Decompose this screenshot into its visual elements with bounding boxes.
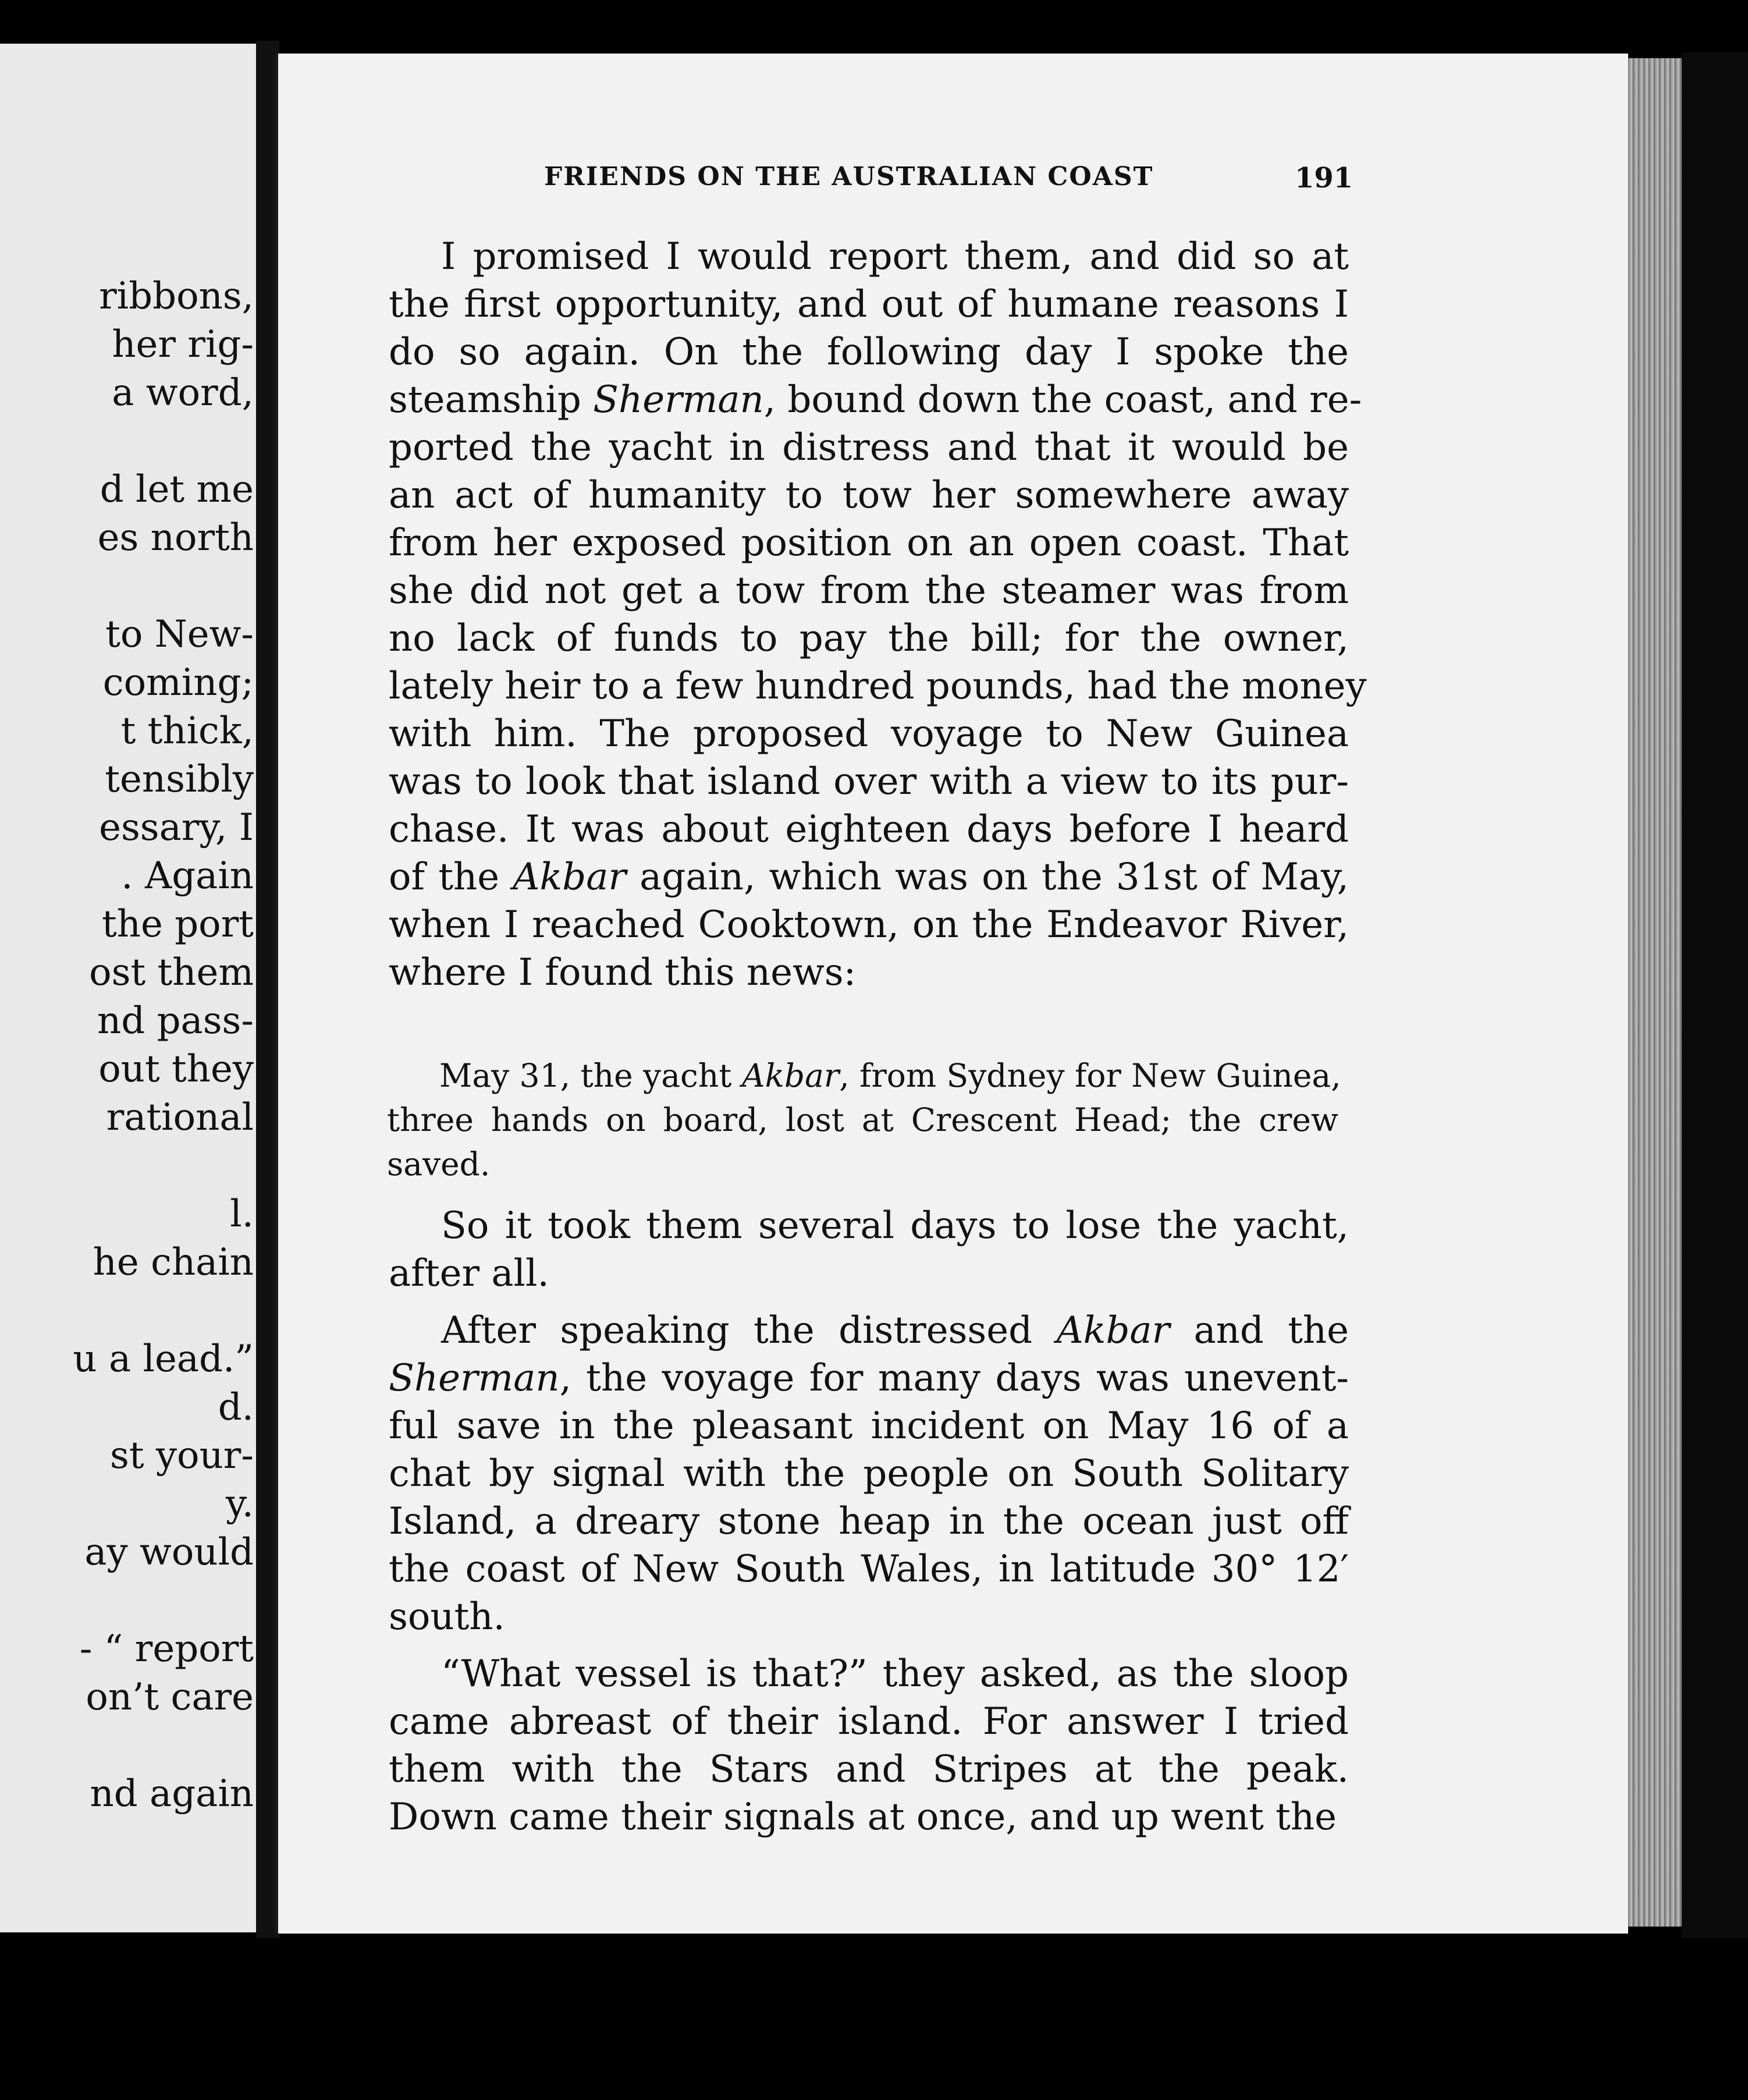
paragraph-2-line: So it took them several days to lose the yacht, [441,1204,1349,1247]
left-page-line: st your- [109,1434,254,1477]
paragraph-3-line: Sherman, the voyage for many days was unevent- [389,1357,1349,1400]
left-page-line: - “ report [79,1627,254,1670]
paragraph-2 [389,1202,1349,1297]
paragraph-1 [389,233,1367,996]
paragraph-1-line: she did not get a tow from the steamer was from [389,569,1349,612]
paragraph-1-line: lately heir to a few hundred pounds, had the money [389,665,1367,708]
paragraph-1-line: chase. It was about eighteen days before I heard [389,808,1349,851]
paragraph-1-line: do so again. On the following day I spoke the [389,331,1349,374]
page-number: 191 [1295,162,1353,194]
paragraph-1-line: was to look that island over with a view to its pur- [389,760,1349,803]
left-page-line: . Again [121,854,254,898]
left-page-line: y. [226,1482,254,1526]
paragraph-1-line: ported the yacht in distress and that it would be [389,426,1349,469]
quote-line: three hands on board, lost at Crescent Head; the crew [387,1101,1338,1138]
edge-shadow [1682,52,1748,1938]
left-page-line [0,1287,254,1335]
left-page-line: ribbons, [99,275,254,318]
left-page-line: on’t care [86,1676,254,1719]
left-page-line: to New- [105,613,254,656]
paragraph-1-line: an act of humanity to tow her somewhere away [389,474,1349,517]
paragraph-1-line: no lack of funds to pay the bill; for the owner, [389,617,1349,660]
paragraph-1-line: when I reached Cooktown, on the Endeavor River, [389,903,1349,946]
left-page-line: rational [106,1096,254,1139]
left-page-line: out they [98,1048,254,1091]
left-page-line: ay would [84,1531,254,1574]
paragraph-4-line: came abreast of their island. For answer I tried [389,1700,1349,1743]
left-page-line: coming; [102,661,254,704]
left-page-line [0,1722,254,1770]
paragraph-4 [389,1650,1349,1841]
left-page-line: he chain [93,1241,254,1284]
left-page-line: her rig- [112,323,254,366]
paragraph-4-line: “What vessel is that?” they asked, as the sloop [441,1652,1349,1695]
left-page-line: the port [102,903,254,946]
left-page-line: essary, I [99,806,254,849]
left-page-line: ost them [89,951,254,994]
left-page-line: u a lead.” [73,1338,254,1381]
quote-line: May 31, the yacht Akbar, from Sydney for New Guinea, [439,1057,1341,1094]
paragraph-1-line: of the Akbar again, which was on the 31st of May, [389,856,1349,899]
left-page-line: a word, [112,371,254,414]
left-page-line: d. [218,1386,254,1429]
paragraph-1-line: where I found this news: [389,951,857,994]
paragraph-4-line: them with the Stars and Stripes at the peak. [389,1748,1349,1791]
ship-name: Sherman [593,378,764,421]
left-page-line [0,1142,254,1190]
paragraph-3-line: ful save in the pleasant incident on May 16 of a [389,1404,1349,1448]
left-page-line: t thick, [120,710,254,753]
left-page-line: d let me [100,468,254,511]
left-page-line: l. [230,1193,254,1236]
ship-name: Sherman [389,1357,560,1400]
ship-name: Akbar [513,856,626,899]
paragraph-1-line: the first opportunity, and out of humane reasons I [389,283,1349,326]
news-quote [387,1053,1341,1186]
left-page-line [0,1577,254,1625]
paragraph-3-line: south. [389,1595,505,1638]
left-page [0,44,256,1932]
left-page-line: es north [97,516,254,559]
ship-name: Akbar [1056,1309,1170,1352]
paragraph-3-line: chat by signal with the people on South Solitary [389,1452,1349,1495]
left-page-text [0,224,254,1818]
ship-name: Akbar [741,1057,840,1094]
paragraph-3 [389,1307,1349,1641]
paragraph-1-line: steamship Sherman, bound down the coast, and re- [389,378,1362,421]
left-page-line [0,562,254,611]
paragraph-1-line: I promised I would report them, and did so at [441,235,1349,278]
paragraph-3-line: the coast of New South Wales, in latitude 30° 12′ [389,1548,1349,1591]
left-page-line [0,417,254,466]
paragraph-3-line: After speaking the distressed Akbar and the [441,1309,1349,1352]
left-page-line: nd pass- [97,999,254,1042]
paragraph-2-line: after all. [389,1252,549,1295]
running-head: FRIENDS ON THE AUSTRALIAN COAST [544,162,1154,191]
left-page-line: tensibly [105,758,254,801]
paragraph-3-line: Island, a dreary stone heap in the ocean just off [389,1500,1349,1543]
left-page-line: nd again [90,1772,254,1815]
left-page-line [0,224,254,272]
quote-line: saved. [387,1145,491,1183]
paragraph-1-line: with him. The proposed voyage to New Guinea [389,712,1349,755]
paragraph-1-line: from her exposed position on an open coast. That [389,522,1349,565]
paragraph-4-line: Down came their signals at once, and up went the [389,1796,1337,1839]
